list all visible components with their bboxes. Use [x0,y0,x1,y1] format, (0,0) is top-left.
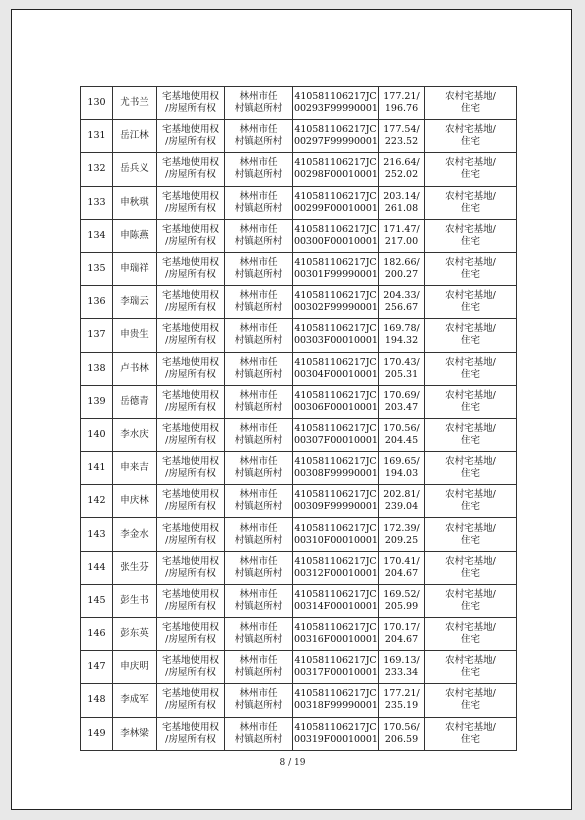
table-row [81,551,517,584]
unit-code: 410581106217JC 00299F00010001 [293,186,379,219]
area-value: 170.17/ 204.67 [379,618,425,651]
table-row [81,684,517,717]
land-usage: 农村宅基地/ 住宅 [425,186,517,219]
right-type: 宅基地使用权 /房屋所有权 [157,551,225,584]
area-value: 177.21/ 235.19 [379,684,425,717]
land-usage: 农村宅基地/ 住宅 [425,286,517,319]
row-number: 145 [81,584,113,617]
owner-name: 岳兵义 [113,153,157,186]
row-number: 144 [81,551,113,584]
owner-name: 李水庆 [113,418,157,451]
table-row [81,319,517,352]
location: 林州市任 村镇赵所村 [225,717,293,750]
row-number: 143 [81,518,113,551]
unit-code: 410581106217JC 00308F99990001 [293,452,379,485]
table-row [81,717,517,750]
row-number: 131 [81,120,113,153]
area-value: 170.56/ 206.59 [379,717,425,750]
owner-name: 李林梁 [113,717,157,750]
land-usage: 农村宅基地/ 住宅 [425,717,517,750]
owner-name: 申来吉 [113,452,157,485]
row-number: 135 [81,252,113,285]
row-number: 130 [81,87,113,120]
table-row [81,153,517,186]
right-type: 宅基地使用权 /房屋所有权 [157,120,225,153]
page-number: 8 / 19 [279,758,306,768]
owner-name: 岳江林 [113,120,157,153]
table-row [81,485,517,518]
table-row [81,219,517,252]
unit-code: 410581106217JC 00310F00010001 [293,518,379,551]
right-type: 宅基地使用权 /房屋所有权 [157,584,225,617]
owner-name: 李金水 [113,518,157,551]
right-type: 宅基地使用权 /房屋所有权 [157,717,225,750]
owner-name: 申庆林 [113,485,157,518]
row-number: 140 [81,418,113,451]
unit-code: 410581106217JC 00301F99990001 [293,252,379,285]
location: 林州市任 村镇赵所村 [225,252,293,285]
location: 林州市任 村镇赵所村 [225,286,293,319]
owner-name: 彭东英 [113,618,157,651]
land-usage: 农村宅基地/ 住宅 [425,219,517,252]
land-usage: 农村宅基地/ 住宅 [425,518,517,551]
land-usage: 农村宅基地/ 住宅 [425,584,517,617]
unit-code: 410581106217JC 00316F00010001 [293,618,379,651]
unit-code: 410581106217JC 00302F99990001 [293,286,379,319]
table-row [81,186,517,219]
owner-name: 张生芬 [113,551,157,584]
location: 林州市任 村镇赵所村 [225,219,293,252]
location: 林州市任 村镇赵所村 [225,385,293,418]
unit-code: 410581106217JC 00319F00010001 [293,717,379,750]
area-value: 169.13/ 233.34 [379,651,425,684]
area-value: 170.56/ 204.45 [379,418,425,451]
right-type: 宅基地使用权 /房屋所有权 [157,618,225,651]
table-row [81,584,517,617]
land-usage: 农村宅基地/ 住宅 [425,551,517,584]
document-page [11,9,572,810]
area-value: 202.81/ 239.04 [379,485,425,518]
location: 林州市任 村镇赵所村 [225,551,293,584]
unit-code: 410581106217JC 00312F00010001 [293,551,379,584]
location: 林州市任 村镇赵所村 [225,418,293,451]
right-type: 宅基地使用权 /房屋所有权 [157,485,225,518]
land-usage: 农村宅基地/ 住宅 [425,684,517,717]
land-usage: 农村宅基地/ 住宅 [425,485,517,518]
table-row [81,120,517,153]
table-row [81,651,517,684]
owner-name: 申秋琪 [113,186,157,219]
owner-name: 彭生书 [113,584,157,617]
location: 林州市任 村镇赵所村 [225,518,293,551]
location: 林州市任 村镇赵所村 [225,452,293,485]
owner-name: 申瑞祥 [113,252,157,285]
location: 林州市任 村镇赵所村 [225,153,293,186]
row-number: 133 [81,186,113,219]
right-type: 宅基地使用权 /房屋所有权 [157,518,225,551]
right-type: 宅基地使用权 /房屋所有权 [157,684,225,717]
unit-code: 410581106217JC 00293F99990001 [293,87,379,120]
right-type: 宅基地使用权 /房屋所有权 [157,186,225,219]
unit-code: 410581106217JC 00298F00010001 [293,153,379,186]
location: 林州市任 村镇赵所村 [225,319,293,352]
land-usage: 农村宅基地/ 住宅 [425,252,517,285]
area-value: 170.43/ 205.31 [379,352,425,385]
table-row [81,286,517,319]
location: 林州市任 村镇赵所村 [225,87,293,120]
unit-code: 410581106217JC 00306F00010001 [293,385,379,418]
owner-name: 卢书林 [113,352,157,385]
right-type: 宅基地使用权 /房屋所有权 [157,286,225,319]
location: 林州市任 村镇赵所村 [225,352,293,385]
land-usage: 农村宅基地/ 住宅 [425,153,517,186]
land-usage: 农村宅基地/ 住宅 [425,418,517,451]
area-value: 172.39/ 209.25 [379,518,425,551]
owner-name: 申贵生 [113,319,157,352]
area-value: 177.21/ 196.76 [379,87,425,120]
table-row [81,518,517,551]
row-number: 139 [81,385,113,418]
land-usage: 农村宅基地/ 住宅 [425,385,517,418]
area-value: 170.69/ 203.47 [379,385,425,418]
land-usage: 农村宅基地/ 住宅 [425,87,517,120]
unit-code: 410581106217JC 00304F00010001 [293,352,379,385]
table-body [81,87,517,751]
row-number: 132 [81,153,113,186]
area-value: 182.66/ 200.27 [379,252,425,285]
right-type: 宅基地使用权 /房屋所有权 [157,418,225,451]
area-value: 169.52/ 205.99 [379,584,425,617]
unit-code: 410581106217JC 00307F00010001 [293,418,379,451]
land-usage: 农村宅基地/ 住宅 [425,319,517,352]
area-value: 204.33/ 256.67 [379,286,425,319]
area-value: 170.41/ 204.67 [379,551,425,584]
row-number: 146 [81,618,113,651]
registration-table [80,86,517,751]
unit-code: 410581106217JC 00309F99990001 [293,485,379,518]
location: 林州市任 村镇赵所村 [225,618,293,651]
location: 林州市任 村镇赵所村 [225,186,293,219]
owner-name: 李瑞云 [113,286,157,319]
right-type: 宅基地使用权 /房屋所有权 [157,385,225,418]
unit-code: 410581106217JC 00300F00010001 [293,219,379,252]
unit-code: 410581106217JC 00297F99990001 [293,120,379,153]
unit-code: 410581106217JC 00314F00010001 [293,584,379,617]
right-type: 宅基地使用权 /房屋所有权 [157,252,225,285]
land-usage: 农村宅基地/ 住宅 [425,618,517,651]
land-usage: 农村宅基地/ 住宅 [425,651,517,684]
right-type: 宅基地使用权 /房屋所有权 [157,87,225,120]
row-number: 142 [81,485,113,518]
unit-code: 410581106217JC 00318F99990001 [293,684,379,717]
right-type: 宅基地使用权 /房屋所有权 [157,219,225,252]
right-type: 宅基地使用权 /房屋所有权 [157,153,225,186]
area-value: 216.64/ 252.02 [379,153,425,186]
location: 林州市任 村镇赵所村 [225,485,293,518]
owner-name: 尤书兰 [113,87,157,120]
location: 林州市任 村镇赵所村 [225,651,293,684]
right-type: 宅基地使用权 /房屋所有权 [157,452,225,485]
location: 林州市任 村镇赵所村 [225,120,293,153]
table-row [81,618,517,651]
unit-code: 410581106217JC 00317F00010001 [293,651,379,684]
row-number: 147 [81,651,113,684]
land-usage: 农村宅基地/ 住宅 [425,352,517,385]
location: 林州市任 村镇赵所村 [225,684,293,717]
row-number: 148 [81,684,113,717]
row-number: 149 [81,717,113,750]
owner-name: 岳德青 [113,385,157,418]
right-type: 宅基地使用权 /房屋所有权 [157,651,225,684]
area-value: 203.14/ 261.08 [379,186,425,219]
table-row [81,385,517,418]
row-number: 138 [81,352,113,385]
land-usage: 农村宅基地/ 住宅 [425,452,517,485]
area-value: 177.54/ 223.52 [379,120,425,153]
table-row [81,252,517,285]
owner-name: 申陈燕 [113,219,157,252]
row-number: 141 [81,452,113,485]
owner-name: 申庆明 [113,651,157,684]
land-usage: 农村宅基地/ 住宅 [425,120,517,153]
right-type: 宅基地使用权 /房屋所有权 [157,319,225,352]
table-row [81,418,517,451]
row-number: 136 [81,286,113,319]
area-value: 171.47/ 217.00 [379,219,425,252]
area-value: 169.78/ 194.32 [379,319,425,352]
area-value: 169.65/ 194.03 [379,452,425,485]
table-row [81,87,517,120]
table-row [81,352,517,385]
unit-code: 410581106217JC 00303F00010001 [293,319,379,352]
row-number: 137 [81,319,113,352]
row-number: 134 [81,219,113,252]
right-type: 宅基地使用权 /房屋所有权 [157,352,225,385]
owner-name: 李成军 [113,684,157,717]
location: 林州市任 村镇赵所村 [225,584,293,617]
table-row [81,452,517,485]
